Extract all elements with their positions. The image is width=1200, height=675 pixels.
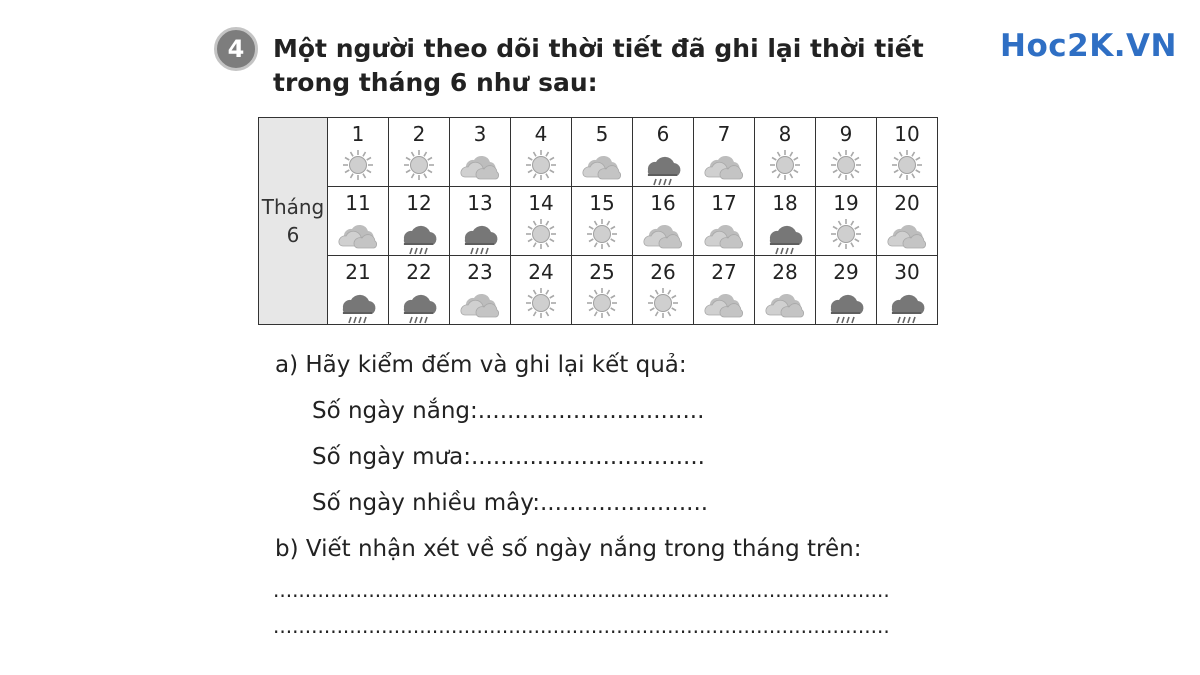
rainy-days-answer: Số ngày mưa:................................ — [312, 444, 705, 470]
day-cell — [572, 256, 633, 325]
cloud-icon — [694, 217, 754, 251]
day-cell — [755, 118, 816, 187]
sun-icon — [511, 286, 571, 320]
answer-line-1: ................................................................................................. — [273, 578, 890, 602]
sun-icon — [572, 286, 632, 320]
day-cell — [572, 118, 633, 187]
day-number: 11 — [345, 191, 371, 215]
rain-icon — [633, 148, 693, 186]
answer-line-2: ................................................................................................. — [273, 614, 890, 638]
day-number: 10 — [894, 122, 920, 146]
day-cell — [694, 118, 755, 187]
day-number: 15 — [589, 191, 615, 215]
day-number: 3 — [473, 122, 487, 146]
question-a: a) Hãy kiểm đếm và ghi lại kết quả: — [275, 352, 687, 378]
day-cell — [450, 256, 511, 325]
sun-icon — [877, 148, 937, 182]
day-cell — [389, 187, 450, 256]
day-number: 13 — [467, 191, 493, 215]
question-b: b) Viết nhận xét về số ngày nắng trong tháng trên: — [275, 536, 862, 562]
day-cell — [633, 118, 694, 187]
day-cell — [450, 187, 511, 256]
day-number: 26 — [650, 260, 676, 284]
cloud-icon — [694, 148, 754, 182]
sun-icon — [511, 148, 571, 182]
day-number: 20 — [894, 191, 920, 215]
month-label: Tháng — [261, 195, 325, 219]
cloud-icon — [328, 217, 388, 251]
day-cell — [633, 256, 694, 325]
calendar-row — [259, 118, 938, 187]
weather-calendar-table — [258, 117, 938, 325]
exercise-number: 4 — [227, 35, 245, 63]
day-number: 22 — [406, 260, 432, 284]
cloud-icon — [633, 217, 693, 251]
day-cell — [450, 118, 511, 187]
day-number: 30 — [894, 260, 920, 284]
day-cell — [328, 256, 389, 325]
month-label-cell — [259, 118, 328, 325]
cloudy-days-answer: Số ngày nhiều mây:....................... — [312, 490, 709, 516]
day-cell — [877, 187, 938, 256]
day-number: 5 — [595, 122, 609, 146]
day-number: 27 — [711, 260, 737, 284]
day-number: 17 — [711, 191, 737, 215]
rain-icon — [877, 286, 937, 324]
day-number: 18 — [772, 191, 798, 215]
day-number: 23 — [467, 260, 493, 284]
sun-icon — [816, 217, 876, 251]
month-number: 6 — [286, 223, 300, 247]
day-number: 14 — [528, 191, 554, 215]
day-number: 12 — [406, 191, 432, 215]
exercise-title: Một người theo dõi thời tiết đã ghi lại thời tiết trong tháng 6 như sau: — [273, 34, 924, 97]
sunny-days-answer: Số ngày nắng:............................... — [312, 398, 705, 424]
day-cell — [511, 118, 572, 187]
day-number: 1 — [351, 122, 365, 146]
sun-icon — [633, 286, 693, 320]
day-cell — [328, 118, 389, 187]
day-cell — [389, 118, 450, 187]
calendar-row — [259, 187, 938, 256]
day-cell — [816, 187, 877, 256]
day-number: 25 — [589, 260, 615, 284]
day-number: 21 — [345, 260, 371, 284]
rain-icon — [328, 286, 388, 324]
cloud-icon — [450, 148, 510, 182]
day-cell — [877, 118, 938, 187]
rain-icon — [450, 217, 510, 255]
day-number: 16 — [650, 191, 676, 215]
rain-icon — [389, 286, 449, 324]
exercise-number-badge — [214, 27, 258, 71]
day-cell — [755, 256, 816, 325]
sun-icon — [389, 148, 449, 182]
sun-icon — [328, 148, 388, 182]
day-number: 24 — [528, 260, 554, 284]
sun-icon — [511, 217, 571, 251]
day-number: 28 — [772, 260, 798, 284]
day-cell — [816, 256, 877, 325]
sun-icon — [816, 148, 876, 182]
day-cell — [389, 256, 450, 325]
day-number: 29 — [833, 260, 859, 284]
day-cell — [694, 187, 755, 256]
day-cell — [328, 187, 389, 256]
day-number: 4 — [534, 122, 548, 146]
cloud-icon — [450, 286, 510, 320]
site-logo: Hoc2K.VN — [1000, 28, 1177, 64]
sun-icon — [572, 217, 632, 251]
calendar-row — [259, 256, 938, 325]
day-cell — [572, 187, 633, 256]
day-number: 7 — [717, 122, 731, 146]
day-cell — [694, 256, 755, 325]
day-cell — [755, 187, 816, 256]
day-cell — [816, 118, 877, 187]
cloud-icon — [694, 286, 754, 320]
rain-icon — [389, 217, 449, 255]
cloud-icon — [572, 148, 632, 182]
rain-icon — [755, 217, 815, 255]
day-cell — [633, 187, 694, 256]
day-number: 2 — [412, 122, 426, 146]
rain-icon — [816, 286, 876, 324]
day-number: 9 — [839, 122, 853, 146]
day-cell — [511, 187, 572, 256]
day-number: 19 — [833, 191, 859, 215]
day-cell — [877, 256, 938, 325]
day-number: 8 — [778, 122, 792, 146]
cloud-icon — [877, 217, 937, 251]
day-cell — [511, 256, 572, 325]
day-number: 6 — [656, 122, 670, 146]
sun-icon — [755, 148, 815, 182]
cloud-icon — [755, 286, 815, 320]
